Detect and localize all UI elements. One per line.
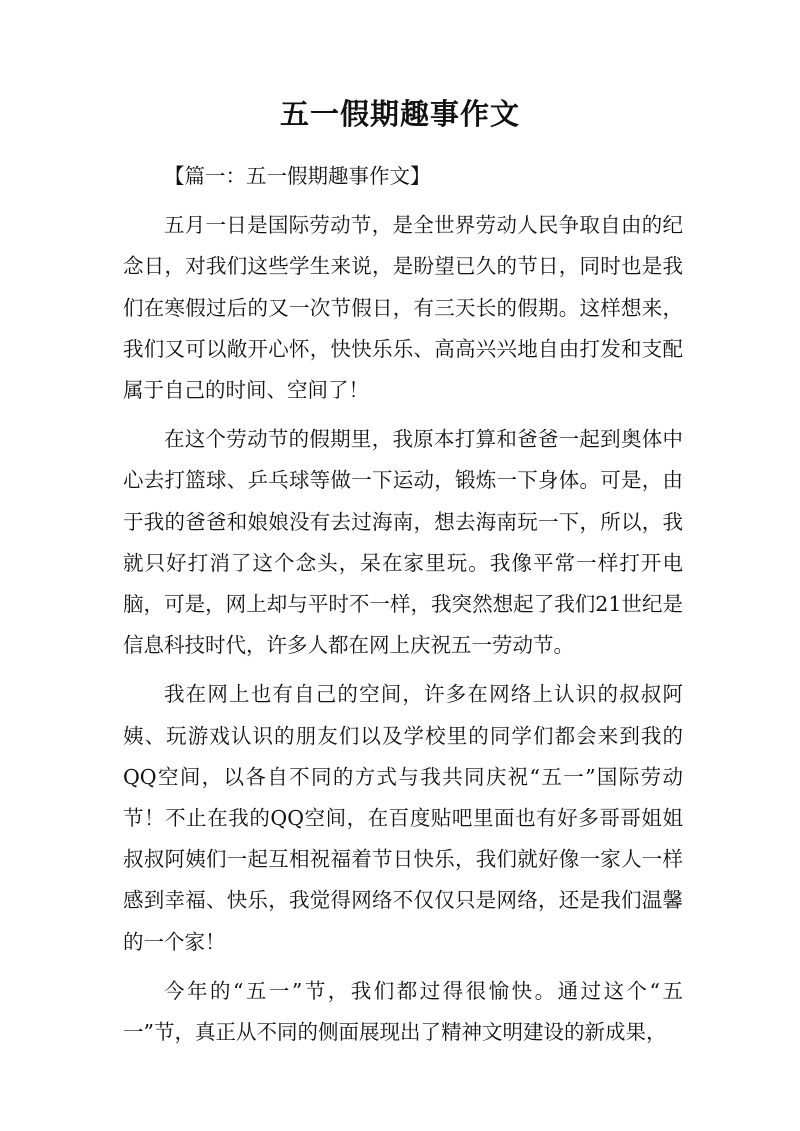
paragraph-4: 今年的“五一”节，我们都过得很愉快。通过这个“五一”节，真正从不同的侧面展现出了精神文明建设的新成果，	[123, 978, 683, 1045]
paragraph-2: 在这个劳动节的假期里，我原本打算和爸爸一起到奥体中心去打篮球、乒乓球等做一下运动，锻炼一下身体。可是，由于我的爸爸和娘娘没有去过海南，想去海南玩一下，所以，我就只好打消了这个念头，呆在家里玩。我像平常一样打开电脑，可是，网上却与平时不一样，我突然想起了我们21世纪是信息科技时代，许多人都在网上庆祝五一劳动节。	[123, 427, 683, 658]
section-heading: 【篇一：五一假期趣事作文】	[164, 164, 431, 188]
paragraph-3: 我在网上也有自己的空间，许多在网络上认识的叔叔阿姨、玩游戏认识的朋友们以及学校里的同学们都会来到我的QQ空间，以各自不同的方式与我共同庆祝“五一”国际劳动节！不止在我的QQ空间，在百度贴吧里面也有好多哥哥姐姐叔叔阿姨们一起互相祝福着节日快乐，我们就好像一家人一样感到幸福、快乐，我觉得网络不仅仅只是网络，还是我们温馨的一个家！	[123, 682, 683, 954]
article-body	[123, 156, 683, 1061]
paragraph-1: 五月一日是国际劳动节，是全世界劳动人民争取自由的纪念日，对我们这些学生来说，是盼望已久的节日，同时也是我们在寒假过后的又一次节假日，有三天长的假期。这样想来，我们又可以敞开心怀，快快乐乐、高高兴兴地自由打发和支配属于自己的时间、空间了！	[123, 213, 683, 403]
page-title: 五一假期趣事作文	[279, 97, 520, 131]
